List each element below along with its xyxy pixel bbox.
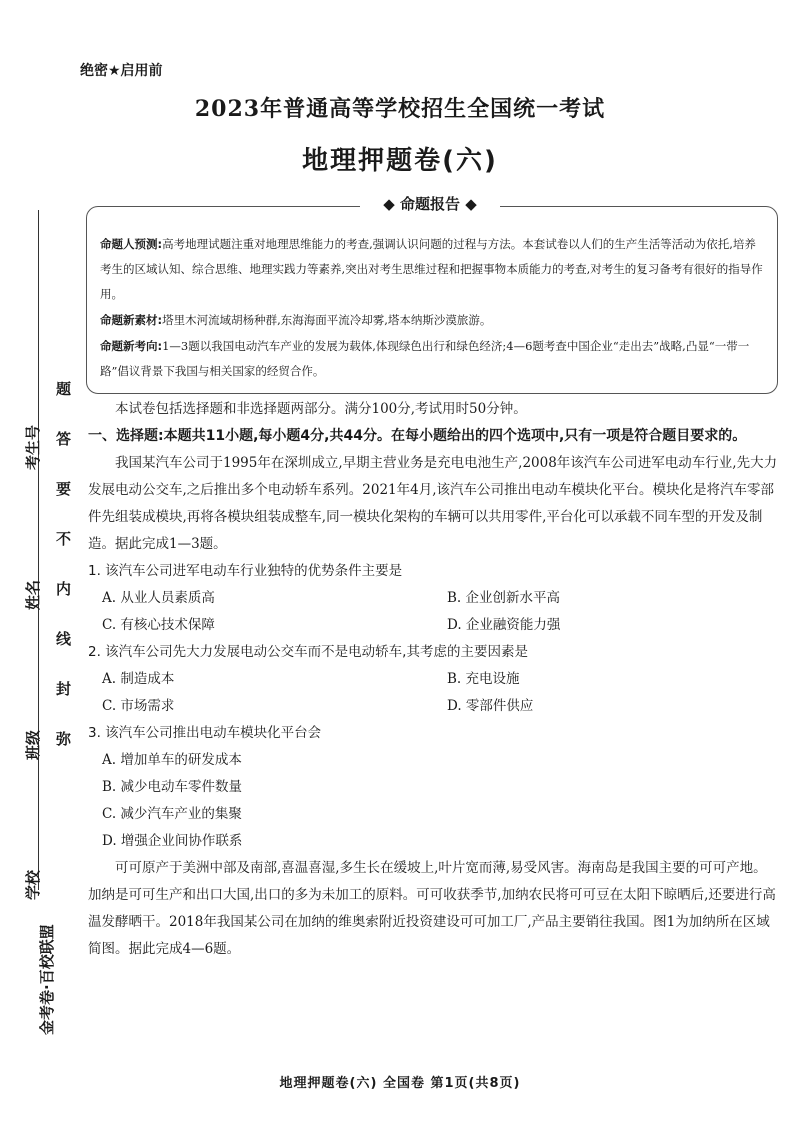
school-label: 学校: [24, 869, 42, 900]
report-item: 命题新素材:塔里木河流域胡杨种群,东海海面平流冷却雾,塔本纳斯沙漠旅游。: [100, 313, 492, 327]
paper-title: 地理押题卷(六): [302, 146, 498, 176]
question-2-options: [88, 666, 778, 693]
option-b[interactable]: B. 企业创新水平高: [447, 590, 561, 606]
seal-char: 封: [56, 680, 72, 698]
seal-char: 不: [56, 530, 72, 548]
exam-body: [88, 396, 778, 963]
seal-char: 答: [56, 430, 72, 448]
question-2-stem: 2. 该汽车公司先大力发展电动公交车而不是电动轿车,其考虑的主要因素是: [88, 644, 528, 660]
seal-char: 弥: [56, 730, 72, 748]
report-item: 命题人预测:高考地理试题注重对地理思维能力的考查,强调认识问题的过程与方法。本套试卷以人们的生产生活等活动为依托,培养考生的区域认知、综合思维、地理实践力等素养,突出对考生思维过程和把握事物本质能力的考查,对考生的复习备考有很好的指导作用。: [100, 237, 763, 301]
brand-label: 金考卷·百校联盟: [38, 924, 56, 1035]
passage-2: 可可原产于美洲中部及南部,喜温喜湿,多生长在缓坡上,叶片宽而薄,易受风害。海南岛是我国主要的可可产地。加纳是可可生产和出口大国,出口的多为未加工的原料。可可收获季节,加纳农民将可可豆在太阳下晾晒后,还要进行高温发酵晒干。2018年我国某公司在加纳的维奥索附近投资建设可可加工厂,产品主要销往我国。图1为加纳所在区域简图。据此完成4—6题。: [88, 860, 776, 957]
question-1-stem: 1. 该汽车公司进军电动车行业独特的优势条件主要是: [88, 563, 403, 579]
option-b[interactable]: B. 减少电动车零件数量: [102, 779, 243, 795]
option-d[interactable]: D. 零部件供应: [447, 698, 534, 714]
option-d[interactable]: D. 增强企业间协作联系: [102, 833, 243, 849]
page-footer: 地理押题卷(六) 全国卷 第1页(共8页): [279, 1076, 521, 1091]
question-2-options: [88, 693, 778, 720]
seal-char: 内: [56, 580, 72, 598]
option-c[interactable]: C. 减少汽车产业的集聚: [102, 806, 242, 822]
question-1-options: [88, 612, 778, 639]
name-label: 姓名: [24, 579, 42, 610]
option-a[interactable]: A. 从业人员素质高: [102, 590, 215, 606]
option-c[interactable]: C. 市场需求: [102, 698, 175, 714]
report-content: [100, 232, 766, 385]
class-label: 班级: [24, 729, 42, 760]
seal-char: 题: [56, 380, 72, 398]
option-a[interactable]: A. 制造成本: [102, 671, 175, 687]
exam-intro: 本试卷包括选择题和非选择题两部分。满分100分,考试用时50分钟。: [115, 401, 527, 417]
passage-1: 我国某汽车公司于1995年在深圳成立,早期主营业务是充电电池生产,2008年该汽车公司进军电动车行业,先大力发展电动公交车,之后推出多个电动轿车系列。2021年4月,该汽车公司推出电动车模块化平台。模块化是将汽车零部件先组装成模块,再将各模块组装成整车,同一模块化架构的车辆可以共用零件,平台化可以承载不同车型的开发及制造。据此完成1—3题。: [88, 455, 778, 552]
diamond-icon: ◆: [383, 195, 400, 213]
question-1-options: [88, 585, 778, 612]
exam-title: 2023年普通高等学校招生全国统一考试: [194, 96, 606, 122]
seal-char: 要: [56, 480, 72, 498]
option-d[interactable]: D. 企业融资能力强: [447, 617, 561, 633]
option-c[interactable]: C. 有核心技术保障: [102, 617, 215, 633]
option-a[interactable]: A. 增加单车的研发成本: [102, 752, 242, 768]
binding-line: [38, 210, 39, 890]
report-title: ◆ 命题报告 ◆: [360, 193, 500, 214]
diamond-icon: ◆: [460, 195, 477, 213]
section-heading: 一、选择题:本题共11小题,每小题4分,共44分。在每小题给出的四个选项中,只有一项是符合题目要求的。: [88, 428, 747, 444]
option-b[interactable]: B. 充电设施: [447, 671, 520, 687]
question-3-stem: 3. 该汽车公司推出电动车模块化平台会: [88, 725, 322, 741]
confidential-mark: 绝密★启用前: [80, 63, 163, 79]
seal-char: 线: [56, 630, 72, 648]
report-item: 命题新考向:1—3题以我国电动汽车产业的发展为载体,体现绿色出行和绿色经济;4—6题考查中国企业“走出去”战略,凸显“一带一路”倡议背景下我国与相关国家的经贸合作。: [100, 339, 750, 378]
exam-number-label: 考生号: [24, 424, 42, 470]
